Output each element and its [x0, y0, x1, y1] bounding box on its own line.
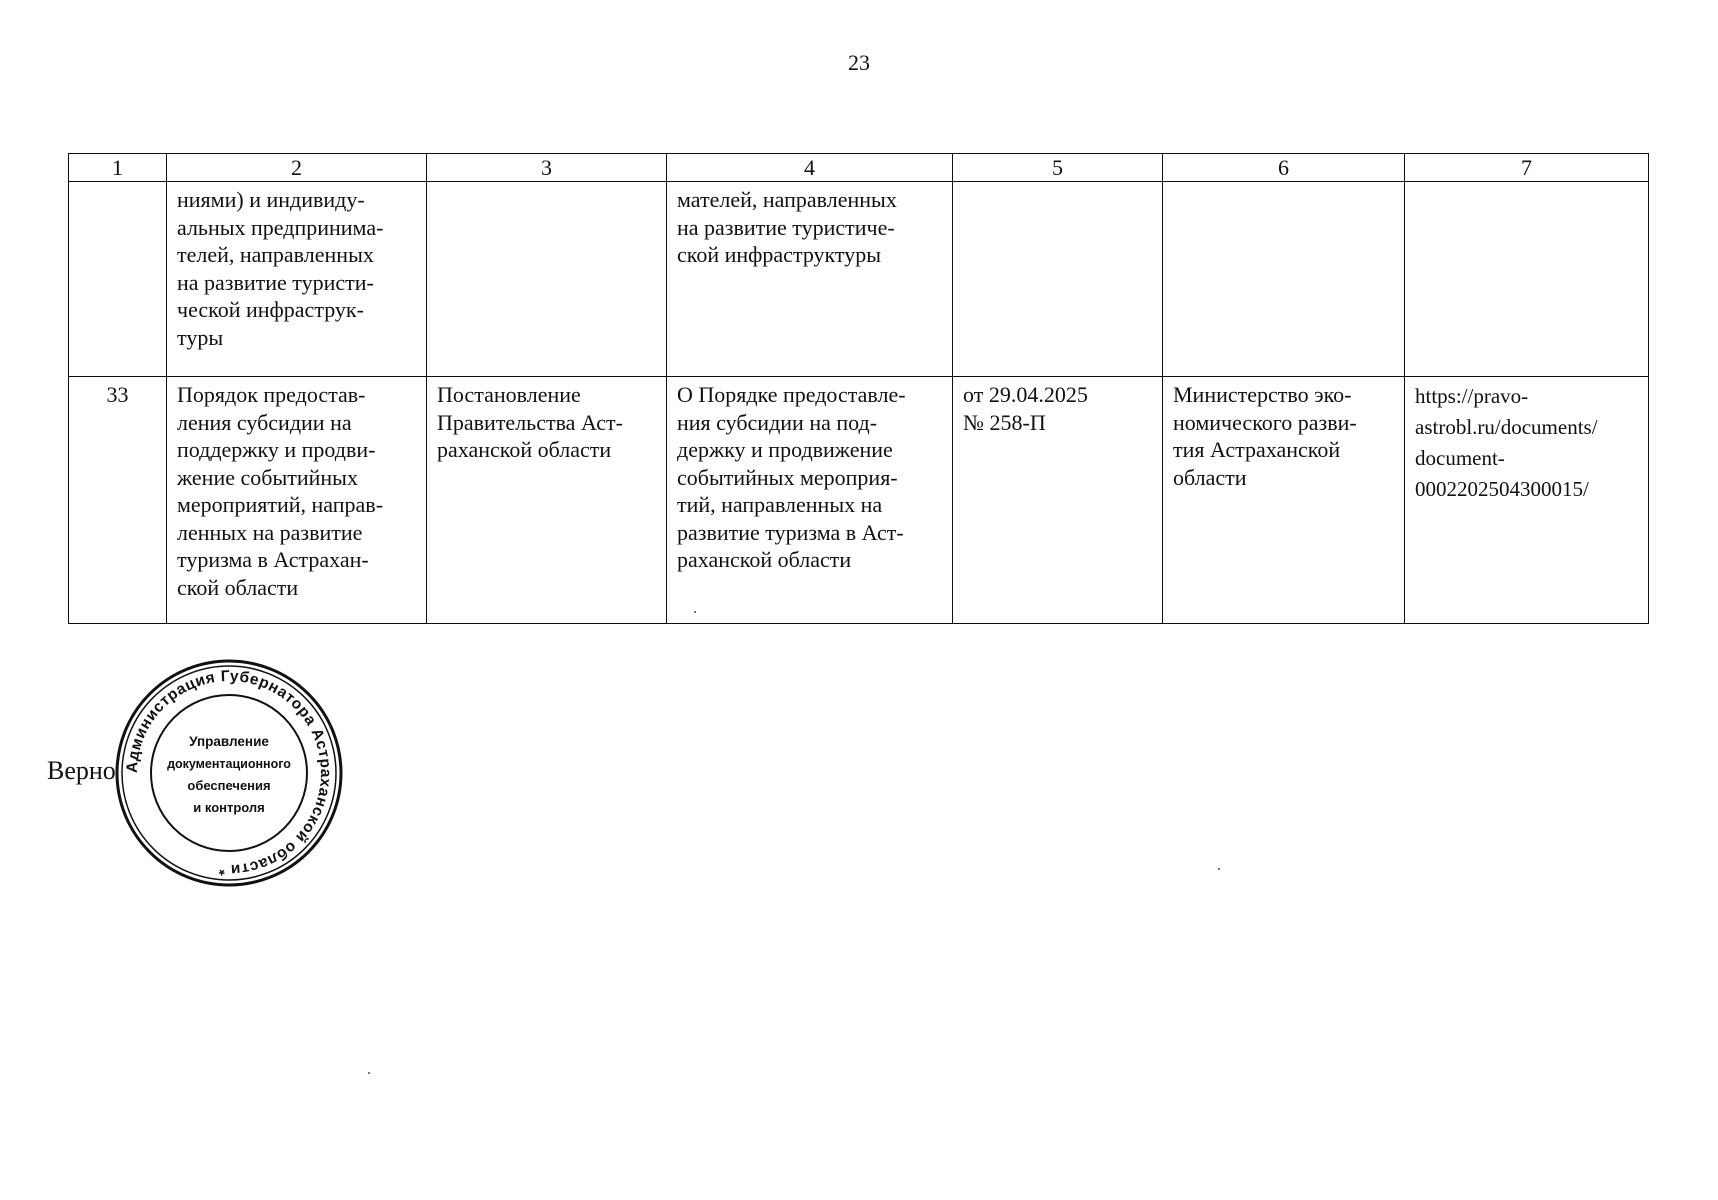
- stamp-line-4: и контроля: [193, 800, 265, 815]
- act-date-cell: [953, 377, 1163, 624]
- row-number: 33: [69, 377, 167, 624]
- official-stamp: [114, 658, 344, 888]
- act-name-cell: [167, 182, 427, 377]
- row-number: [69, 182, 167, 377]
- act-title-cell: [667, 182, 953, 377]
- svg-text:Администрация Губернатора Астр: [124, 668, 334, 878]
- certified-label: Верно: [47, 756, 116, 785]
- responsible-body-cell: [1163, 182, 1405, 377]
- stamp-line-2: документационного: [167, 757, 291, 771]
- act-date-cell: [953, 182, 1163, 377]
- act-title-text: О Порядке предоставле- ния субсидии на под- держку и продвижение событийных мероприя- тий, направленных на развитие туризма в Аст- раханской области: [677, 382, 906, 572]
- act-name-text: Порядок предостав- ления субсидии на поддержку и продви- жение событийных мероприятий, направ- ленных на развитие туризма в Астрахан- ской области: [177, 382, 384, 600]
- responsible-body-text: Министерство эко- номического разви- тия Астраханской области: [1173, 382, 1357, 490]
- table-row: [69, 182, 1649, 377]
- link-cell: [1405, 182, 1649, 377]
- column-header: 7: [1405, 154, 1649, 182]
- act-type-text: Постановление Правительства Аст- раханской области: [437, 382, 623, 462]
- stamp-graphic: [114, 658, 344, 888]
- responsible-body-cell: [1163, 377, 1405, 624]
- page-number: 23: [848, 50, 870, 75]
- column-header: 6: [1163, 154, 1405, 182]
- column-header: 2: [167, 154, 427, 182]
- stamp-line-3: обеспечения: [187, 778, 271, 793]
- table-header-row: [69, 154, 1649, 182]
- scan-speck: [694, 611, 696, 613]
- act-title-cell: [667, 377, 953, 624]
- column-header: 1: [69, 154, 167, 182]
- act-title-text: мателей, направленных на развитие туристиче- ской инфраструктуры: [677, 187, 897, 267]
- table-row: [69, 377, 1649, 624]
- column-header: 5: [953, 154, 1163, 182]
- act-name-text: ниями) и индивиду- альных предпринима- телей, направленных на развитие туристи- ческой инфраструк- туры: [177, 187, 384, 350]
- act-type-cell: [427, 182, 667, 377]
- act-type-cell: [427, 377, 667, 624]
- column-header: 3: [427, 154, 667, 182]
- document-link[interactable]: https://pravo- astrobl.ru/documents/ document- 0002202504300015/: [1415, 384, 1598, 501]
- registry-table: [68, 153, 1649, 624]
- link-cell[interactable]: [1405, 377, 1649, 624]
- column-header: 4: [667, 154, 953, 182]
- scan-speck: [368, 1072, 370, 1074]
- stamp-outer-text: Администрация Губернатора Астраханской области *: [123, 667, 335, 879]
- act-name-cell: [167, 377, 427, 624]
- scan-speck: [1218, 868, 1220, 870]
- stamp-line-1: Управление: [189, 734, 269, 749]
- act-date-text: от 29.04.2025 № 258-П: [963, 382, 1088, 435]
